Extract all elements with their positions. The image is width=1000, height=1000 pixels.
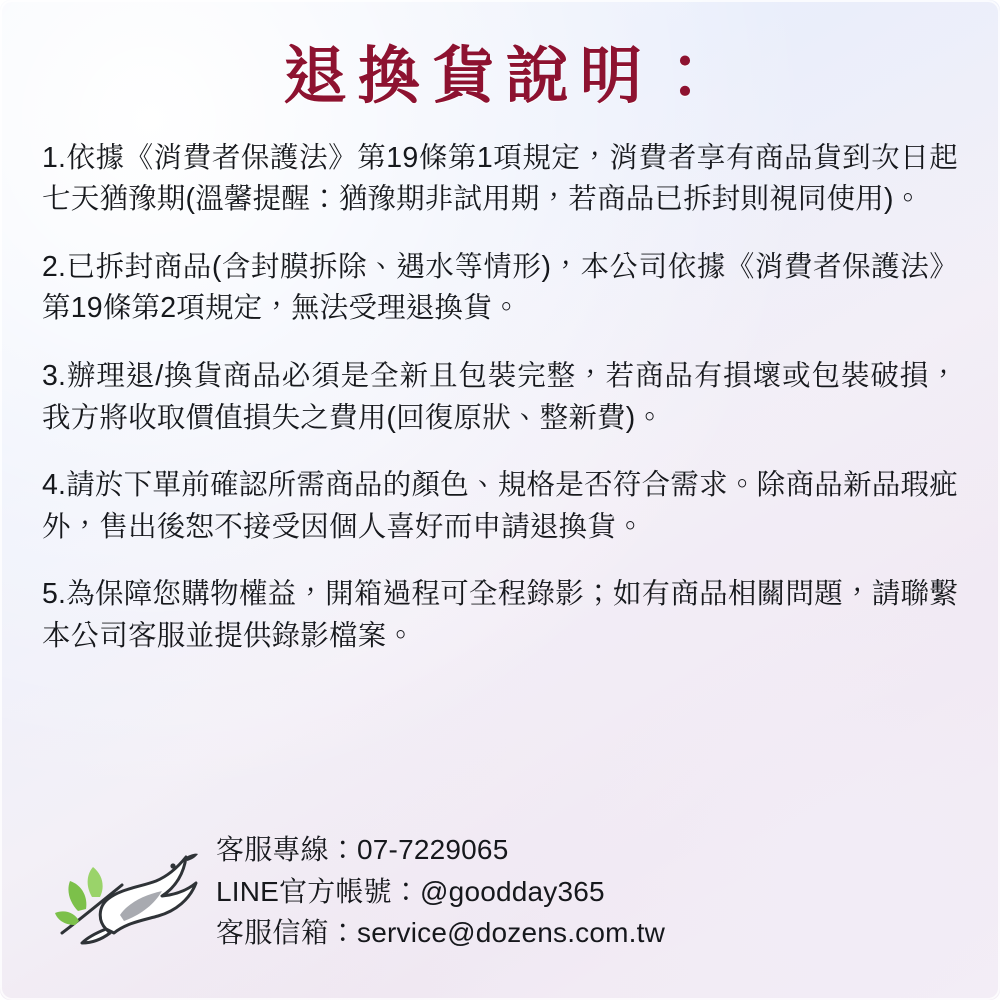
- contact-details: [216, 831, 665, 952]
- bird-with-leaf-icon: [48, 833, 198, 951]
- page-title: 退換貨說明：: [283, 42, 728, 111]
- line-official-account: LINE官方帳號：@goodday365: [216, 875, 605, 907]
- customer-service-email: 客服信箱：service@dozens.com.tw: [216, 917, 666, 949]
- customer-service-phone: 客服專線：07-7229065: [216, 834, 509, 866]
- policy-clause-3: 3.辦理退/換貨商品必須是全新且包裝完整，若商品有損壞或包裝破損，我方將收取價值損失之費用(回復原狀、整新費)。: [42, 359, 958, 434]
- policy-clause-list: [34, 138, 966, 658]
- contact-block: [48, 831, 960, 952]
- policy-clause-2: 2.已拆封商品(含封膜拆除、遇水等情形)，本公司依據《消費者保護法》第19條第2項規定，無法受理退換貨。: [42, 250, 958, 325]
- policy-clause-5: 5.為保障您購物權益，開箱過程可全程錄影；如有商品相關問題，請聯繫本公司客服並提供錄影檔案。: [42, 578, 958, 652]
- policy-clause-1: 1.依據《消費者保護法》第19條第1項規定，消費者享有商品貨到次日起七天猶豫期(溫馨提醒：猶豫期非試用期，若商品已拆封則視同使用)。: [42, 141, 958, 216]
- policy-clause-4: 4.請於下單前確認所需商品的顏色、規格是否符合需求。除商品新品瑕疵外，售出後恕不接受因個人喜好而申請退換貨。: [42, 469, 958, 543]
